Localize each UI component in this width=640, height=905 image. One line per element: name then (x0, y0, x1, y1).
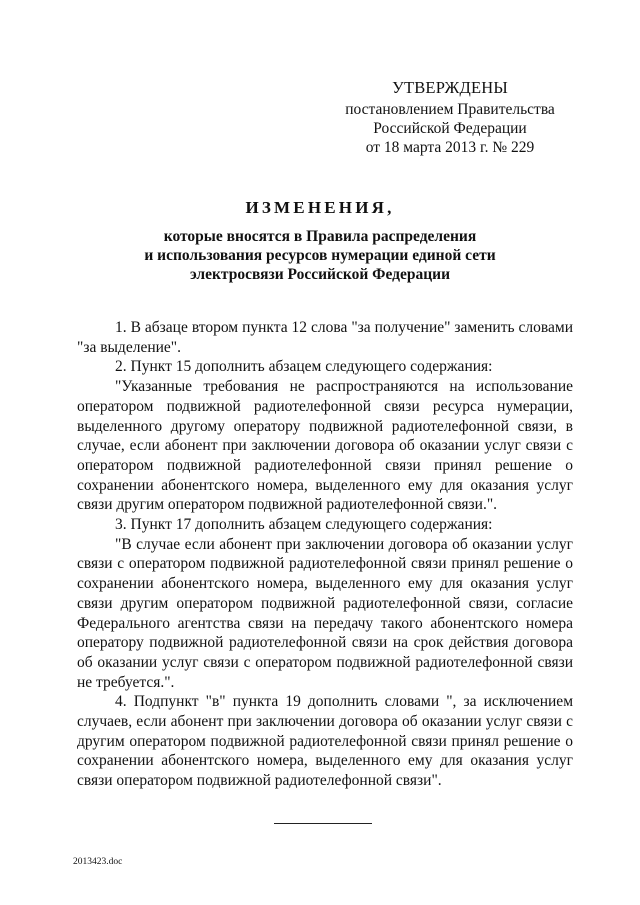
approval-block (340, 78, 560, 157)
document-title: ИЗМЕНЕНИЯ, (245, 198, 395, 217)
end-divider (274, 823, 372, 824)
approval-line-decree: постановлением Правительства (345, 101, 555, 118)
paragraph-item-2: 2. Пункт 15 дополнить абзацем следующего содержания: (115, 358, 493, 376)
subtitle-line: и использования ресурсов нумерации единой сети (144, 247, 496, 264)
subtitle-line: электросвязи Российской Федерации (189, 266, 451, 283)
approval-title: УТВЕРЖДЕНЫ (392, 78, 508, 97)
document-body (77, 318, 573, 791)
paragraph-quote-15: "Указанные требования не распространяются на использование оператором подвижной радиотелефонной связи ресурса нумерации, выделенного другому оператору подвижной радиотелефонной связи, в случае, если абонент при заключении договора об оказании услуг связи с оператором подвижной радиотелефонной связи принял решение о сохранении абонентского номера, выделенного ему для оказания услуг связи другим оператором подвижной радиотелефонной связи.". (77, 378, 573, 514)
approval-line-date: от 18 марта 2013 г. № 229 (365, 139, 535, 156)
footer-filename: 2013423.doc (73, 857, 123, 867)
subtitle-line: которые вносятся в Правила распределения (163, 228, 477, 245)
paragraph-item-3: 3. Пункт 17 дополнить абзацем следующего содержания: (115, 516, 493, 534)
paragraph-quote-17: "В случае если абонент при заключении договора об оказании услуг связи с оператором подвижной радиотелефонной связи принял решение о сохранении абонентского номера, выделенного ему для оказания услуг связи другим оператором подвижной радиотелефонной связи, согласие Федерального агентства связи на передачу такого абонентского номера оператору подвижной радиотелефонной связи на срок действия договора об оказании услуг связи с оператором подвижной радиотелефонной связи не требуется.". (77, 535, 573, 691)
document-subtitle (0, 227, 640, 284)
paragraph-item-4: 4. Подпункт "в" пункта 19 дополнить словами ", за исключением случаев, если абонент при заключении договора об оказании услуг связи с другим оператором подвижной радиотелефонной связи принял решение о сохранении абонентского номера, выделенного ему для оказания услуг связи оператором подвижной радиотелефонной связи". (77, 693, 573, 790)
approval-line-federation: Российской Федерации (373, 120, 527, 137)
paragraph-item-1: 1. В абзаце втором пункта 12 слова "за получение" заменить словами "за выделение". (77, 319, 573, 356)
